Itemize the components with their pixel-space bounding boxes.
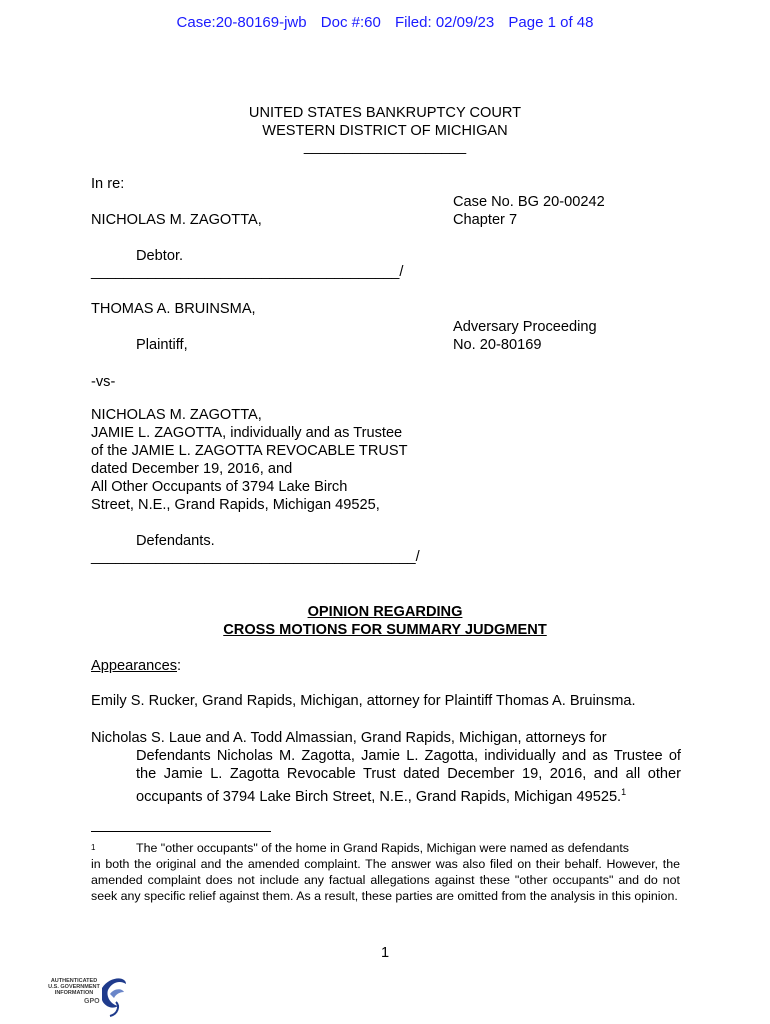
page-count-stamp: Page 1 of 48 <box>508 14 594 31</box>
defendant-line: Street, N.E., Grand Rapids, Michigan 49525, <box>91 497 380 513</box>
adversary-number: No. 20-80169 <box>453 337 542 353</box>
defendant-line: NICHOLAS M. ZAGOTTA, <box>91 407 262 423</box>
appearance-defendants-first-line: Nicholas S. Laue and A. Todd Almassian, Grand Rapids, Michigan, attorneys for <box>91 730 607 746</box>
filing-header <box>0 14 770 31</box>
appearance-defendants-rest: Defendants Nicholas M. Zagotta, Jamie L. Zagotta, individually and as Trustee of the Jamie L. Zagotta Revocable Trust dated December 19, 2016, and all other occupants of 3794 Lake Birch Street, N.E., Grand Rapids, Michigan 49525.$^1$ <box>136 748 681 805</box>
defendants-label: Defendants. <box>136 533 215 549</box>
court-heading-rule: ____________________ <box>303 139 467 155</box>
doc-number-stamp: Doc #:60 <box>320 14 381 31</box>
case-number: Case No. BG 20-00242 <box>453 194 605 210</box>
appearance-plaintiff: Emily S. Rucker, Grand Rapids, Michigan, attorney for Plaintiff Thomas A. Bruinsma. <box>91 693 636 709</box>
adversary-proceeding-label: Adversary Proceeding <box>453 319 597 335</box>
opinion-title: OPINION REGARDING <box>307 604 463 620</box>
defendant-line: JAMIE L. ZAGOTTA, individually and as Trustee <box>91 425 403 441</box>
footnote-separator <box>91 831 271 832</box>
page-number: 1 <box>380 945 390 961</box>
defendant-line: All Other Occupants of 3794 Lake Birch <box>91 479 348 495</box>
footnote-number: 1 <box>91 843 96 852</box>
versus-label: -vs- <box>91 374 116 390</box>
eagle-icon <box>96 974 130 1018</box>
gpo-logo-text: AUTHENTICATED U.S. GOVERNMENT INFORMATION <box>48 978 100 996</box>
court-district: WESTERN DISTRICT OF MICHIGAN <box>262 123 508 139</box>
opinion-subtitle: CROSS MOTIONS FOR SUMMARY JUDGMENT <box>223 622 547 638</box>
debtor-label: Debtor. <box>136 248 184 264</box>
in-re-label: In re: <box>91 176 125 192</box>
filed-date-stamp: Filed: 02/09/23 <box>394 14 495 31</box>
gpo-authentication-logo <box>44 974 134 1018</box>
defendant-line: of the JAMIE L. ZAGOTTA REVOCABLE TRUST <box>91 443 408 459</box>
case-number-stamp: Case:20-80169-jwb <box>176 14 307 31</box>
caption-rule-2: ________________________________________/ <box>91 549 420 565</box>
plaintiff-name: THOMAS A. BRUINSMA, <box>91 301 256 317</box>
footnote-reference[interactable]: 1 <box>621 787 627 797</box>
plaintiff-label: Plaintiff, <box>136 337 188 353</box>
appearances-heading: Appearances: <box>91 658 182 674</box>
footnote-first-line: The "other occupants" of the home in Grand Rapids, Michigan were named as defendants <box>136 841 630 855</box>
gpo-mark: GPO <box>84 998 100 1005</box>
footnote-body: in both the original and the amended complaint. The answer was also filed on their behalf. However, the amended complaint does not include any factual allegations against these "other occupants" and do not seek any specific relief against them. As a result, these parties are omitted from the analysis in this opinion. <box>91 857 680 903</box>
defendant-line: dated December 19, 2016, and <box>91 461 293 477</box>
court-name: UNITED STATES BANKRUPTCY COURT <box>248 105 522 121</box>
chapter-label: Chapter 7 <box>453 212 518 228</box>
debtor-name: NICHOLAS M. ZAGOTTA, <box>91 212 262 228</box>
caption-rule-1: ______________________________________/ <box>91 264 404 280</box>
